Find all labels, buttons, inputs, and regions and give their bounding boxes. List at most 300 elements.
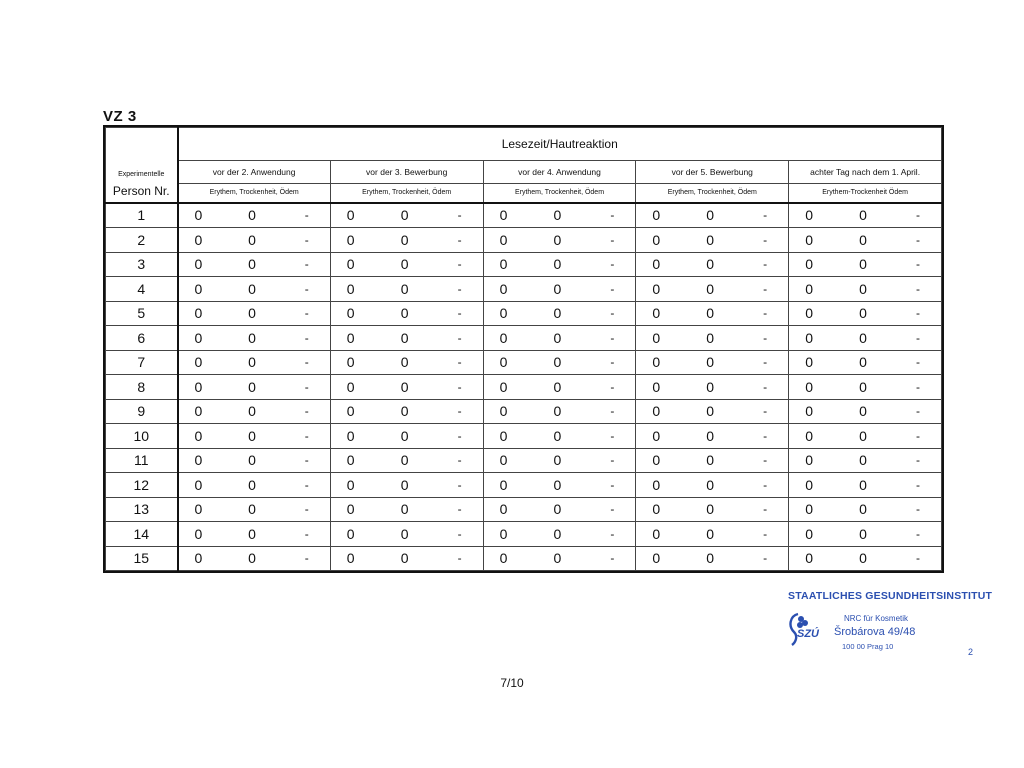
oedem-value: -	[304, 453, 309, 468]
trockenheit-value: 0	[400, 525, 409, 542]
reaction-cell	[330, 448, 483, 472]
trockenheit-value: 0	[400, 305, 409, 322]
reaction-cell	[178, 326, 331, 350]
table-row	[106, 375, 942, 399]
reaction-cell	[330, 301, 483, 325]
reaction-cell	[483, 301, 636, 325]
erythem-value: 0	[499, 305, 508, 322]
erythem-value: 0	[652, 329, 661, 346]
oedem-value: -	[457, 257, 462, 272]
erythem-value: 0	[194, 329, 203, 346]
oedem-value: -	[610, 306, 615, 321]
reaction-cell	[330, 228, 483, 252]
oedem-value: -	[763, 232, 768, 247]
oedem-value: -	[763, 330, 768, 345]
trockenheit-value: 0	[859, 452, 867, 469]
erythem-value: 0	[805, 305, 813, 322]
trockenheit-value: 0	[400, 207, 409, 224]
group-subheader-5: Erythem-Trockenheit Ödem	[789, 184, 942, 203]
erythem-value: 0	[346, 525, 355, 542]
reaction-cell	[483, 399, 636, 423]
oedem-value: -	[610, 428, 615, 443]
reaction-cell	[636, 497, 789, 521]
reaction-cell	[483, 203, 636, 228]
oedem-value: -	[457, 355, 462, 370]
reaction-cell	[330, 522, 483, 546]
table-row	[106, 277, 942, 301]
trockenheit-value: 0	[400, 378, 409, 395]
erythem-value: 0	[805, 403, 813, 420]
erythem-value: 0	[346, 427, 355, 444]
oedem-value: -	[457, 453, 462, 468]
oedem-value: -	[916, 379, 920, 394]
trockenheit-value: 0	[400, 452, 409, 469]
table-row	[106, 424, 942, 448]
oedem-value: -	[610, 281, 615, 296]
erythem-value: 0	[652, 280, 661, 297]
erythem-value: 0	[805, 329, 813, 346]
oedem-value: -	[610, 526, 615, 541]
group-subheader-4: Erythem, Trockenheit, Ödem	[636, 184, 789, 203]
erythem-value: 0	[805, 354, 813, 371]
trockenheit-value: 0	[553, 378, 562, 395]
reaction-cell	[789, 522, 942, 546]
reaction-cell	[330, 399, 483, 423]
szu-logo-icon	[784, 610, 830, 646]
trockenheit-value: 0	[553, 231, 562, 248]
trockenheit-value: 0	[248, 354, 256, 371]
oedem-value: -	[304, 232, 309, 247]
page-number: 7/10	[500, 676, 524, 690]
trockenheit-value: 0	[706, 280, 715, 297]
oedem-value: -	[610, 208, 615, 223]
stamp-nrc: NRC für Kosmetik	[844, 614, 909, 623]
erythem-value: 0	[805, 378, 813, 395]
reaction-cell	[178, 252, 331, 276]
reaction-cell	[330, 473, 483, 497]
oedem-value: -	[457, 526, 462, 541]
oedem-value: -	[457, 306, 462, 321]
oedem-value: -	[763, 428, 768, 443]
oedem-value: -	[916, 232, 920, 247]
oedem-value: -	[304, 551, 309, 566]
reaction-cell	[636, 546, 789, 571]
oedem-value: -	[610, 453, 615, 468]
oedem-value: -	[457, 428, 462, 443]
trockenheit-value: 0	[248, 280, 256, 297]
table-row	[106, 326, 942, 350]
trockenheit-value: 0	[553, 207, 562, 224]
reaction-cell	[178, 375, 331, 399]
erythem-value: 0	[194, 378, 203, 395]
trockenheit-value: 0	[859, 550, 867, 567]
erythem-value: 0	[499, 329, 508, 346]
trockenheit-value: 0	[400, 280, 409, 297]
trockenheit-value: 0	[859, 256, 867, 273]
oedem-value: -	[304, 502, 309, 517]
erythem-value: 0	[499, 378, 508, 395]
table-row	[106, 350, 942, 374]
oedem-value: -	[610, 502, 615, 517]
trockenheit-value: 0	[859, 231, 867, 248]
reaction-cell	[789, 252, 942, 276]
erythem-value: 0	[346, 550, 355, 567]
erythem-value: 0	[499, 427, 508, 444]
reaction-cell	[483, 473, 636, 497]
oedem-value: -	[916, 257, 920, 272]
erythem-value: 0	[194, 256, 203, 273]
reaction-cell	[330, 350, 483, 374]
erythem-value: 0	[805, 427, 813, 444]
erythem-value: 0	[652, 403, 661, 420]
svg-text:SZÚ: SZÚ	[797, 628, 819, 640]
person-number: 13	[106, 497, 178, 521]
reaction-cell	[330, 497, 483, 521]
trockenheit-value: 0	[553, 354, 562, 371]
oedem-value: -	[610, 355, 615, 370]
reaction-cell	[483, 277, 636, 301]
oedem-value: -	[916, 330, 920, 345]
oedem-value: -	[304, 281, 309, 296]
reaction-cell	[789, 301, 942, 325]
reaction-cell	[178, 277, 331, 301]
person-number: 1	[106, 203, 178, 228]
oedem-value: -	[457, 404, 462, 419]
trockenheit-value: 0	[859, 378, 867, 395]
oedem-value: -	[304, 379, 309, 394]
trockenheit-value: 0	[553, 329, 562, 346]
group-header-2: vor der 3. Bewerbung	[330, 161, 483, 184]
oedem-value: -	[916, 281, 920, 296]
erythem-value: 0	[652, 501, 661, 518]
erythem-value: 0	[652, 476, 661, 493]
trockenheit-value: 0	[400, 403, 409, 420]
table-row	[106, 473, 942, 497]
reaction-table	[105, 127, 942, 571]
erythem-value: 0	[346, 280, 355, 297]
group-subheader-3: Erythem, Trockenheit, Ödem	[483, 184, 636, 203]
oedem-value: -	[457, 281, 462, 296]
person-number: 15	[106, 546, 178, 571]
reaction-cell	[178, 497, 331, 521]
erythem-value: 0	[652, 525, 661, 542]
trockenheit-value: 0	[553, 452, 562, 469]
reaction-cell	[636, 448, 789, 472]
erythem-value: 0	[194, 280, 203, 297]
trockenheit-value: 0	[706, 403, 715, 420]
group-header-row	[106, 161, 942, 184]
trockenheit-value: 0	[859, 476, 867, 493]
trockenheit-value: 0	[248, 256, 256, 273]
trockenheit-value: 0	[248, 329, 256, 346]
person-number: 4	[106, 277, 178, 301]
oedem-value: -	[763, 306, 768, 321]
trockenheit-value: 0	[400, 354, 409, 371]
person-number: 8	[106, 375, 178, 399]
reaction-cell	[330, 424, 483, 448]
reaction-cell	[789, 399, 942, 423]
trockenheit-value: 0	[400, 476, 409, 493]
oedem-value: -	[457, 232, 462, 247]
oedem-value: -	[916, 355, 920, 370]
reaction-cell	[178, 399, 331, 423]
erythem-value: 0	[346, 403, 355, 420]
reaction-cell	[636, 399, 789, 423]
trockenheit-value: 0	[553, 476, 562, 493]
reaction-cell	[483, 375, 636, 399]
trockenheit-value: 0	[859, 280, 867, 297]
erythem-value: 0	[346, 476, 355, 493]
reaction-cell	[483, 326, 636, 350]
reaction-cell	[178, 203, 331, 228]
erythem-value: 0	[499, 452, 508, 469]
erythem-value: 0	[652, 550, 661, 567]
erythem-value: 0	[805, 501, 813, 518]
erythem-value: 0	[652, 354, 661, 371]
person-header-small: Experimentelle	[118, 170, 165, 178]
table-row	[106, 546, 942, 571]
person-number: 7	[106, 350, 178, 374]
table-row	[106, 399, 942, 423]
reaction-cell	[178, 228, 331, 252]
oedem-value: -	[916, 551, 920, 566]
reaction-cell	[178, 301, 331, 325]
reaction-cell	[330, 252, 483, 276]
reaction-cell	[636, 375, 789, 399]
table-row	[106, 497, 942, 521]
reaction-cell	[483, 424, 636, 448]
trockenheit-value: 0	[400, 501, 409, 518]
person-header-label: Person Nr.	[112, 183, 170, 198]
group-header-1: vor der 2. Anwendung	[178, 161, 331, 184]
oedem-value: -	[763, 257, 768, 272]
erythem-value: 0	[499, 550, 508, 567]
erythem-value: 0	[194, 305, 203, 322]
table-row	[106, 522, 942, 546]
oedem-value: -	[610, 379, 615, 394]
oedem-value: -	[916, 306, 920, 321]
erythem-value: 0	[652, 452, 661, 469]
trockenheit-value: 0	[706, 501, 715, 518]
erythem-value: 0	[194, 525, 203, 542]
oedem-value: -	[763, 355, 768, 370]
trockenheit-value: 0	[248, 231, 256, 248]
trockenheit-value: 0	[248, 501, 256, 518]
institute-stamp	[784, 588, 993, 658]
trockenheit-value: 0	[859, 501, 867, 518]
erythem-value: 0	[652, 207, 661, 224]
erythem-value: 0	[499, 354, 508, 371]
trockenheit-value: 0	[859, 427, 867, 444]
erythem-value: 0	[499, 207, 508, 224]
erythem-value: 0	[194, 207, 203, 224]
trockenheit-value: 0	[400, 427, 409, 444]
trockenheit-value: 0	[859, 305, 867, 322]
trockenheit-value: 0	[248, 403, 256, 420]
main-header: Lesezeit/Hautreaktion	[178, 128, 942, 161]
oedem-value: -	[610, 330, 615, 345]
oedem-value: -	[610, 477, 615, 492]
oedem-value: -	[304, 257, 309, 272]
erythem-value: 0	[346, 501, 355, 518]
erythem-value: 0	[346, 207, 355, 224]
erythem-value: 0	[805, 280, 813, 297]
trockenheit-value: 0	[706, 550, 715, 567]
trockenheit-value: 0	[248, 476, 256, 493]
trockenheit-value: 0	[553, 525, 562, 542]
erythem-value: 0	[499, 403, 508, 420]
margin-mark: 2	[968, 647, 974, 657]
person-number: 3	[106, 252, 178, 276]
oedem-value: -	[916, 453, 920, 468]
reaction-cell	[483, 497, 636, 521]
reaction-cell	[789, 448, 942, 472]
oedem-value: -	[916, 404, 920, 419]
reaction-cell	[483, 448, 636, 472]
table-row	[106, 252, 942, 276]
oedem-value: -	[457, 477, 462, 492]
reaction-cell	[789, 350, 942, 374]
erythem-value: 0	[499, 501, 508, 518]
oedem-value: -	[304, 306, 309, 321]
oedem-value: -	[763, 551, 768, 566]
erythem-value: 0	[652, 305, 661, 322]
trockenheit-value: 0	[248, 525, 256, 542]
reaction-cell	[789, 375, 942, 399]
erythem-value: 0	[194, 231, 203, 248]
erythem-value: 0	[194, 501, 203, 518]
oedem-value: -	[304, 208, 309, 223]
erythem-value: 0	[805, 452, 813, 469]
table-row	[106, 228, 942, 252]
reaction-cell	[330, 277, 483, 301]
reaction-cell	[483, 252, 636, 276]
reaction-cell	[636, 473, 789, 497]
erythem-value: 0	[805, 476, 813, 493]
erythem-value: 0	[499, 231, 508, 248]
erythem-value: 0	[346, 256, 355, 273]
reaction-cell	[483, 522, 636, 546]
trockenheit-value: 0	[859, 525, 867, 542]
reaction-cell	[330, 375, 483, 399]
erythem-value: 0	[805, 207, 813, 224]
erythem-value: 0	[346, 329, 355, 346]
erythem-value: 0	[499, 476, 508, 493]
trockenheit-value: 0	[553, 550, 562, 567]
trockenheit-value: 0	[706, 305, 715, 322]
erythem-value: 0	[499, 525, 508, 542]
reaction-cell	[789, 326, 942, 350]
oedem-value: -	[763, 477, 768, 492]
reaction-cell	[636, 203, 789, 228]
trockenheit-value: 0	[859, 354, 867, 371]
person-column-header	[106, 128, 178, 203]
erythem-value: 0	[499, 256, 508, 273]
trockenheit-value: 0	[248, 427, 256, 444]
oedem-value: -	[610, 404, 615, 419]
reaction-cell	[789, 203, 942, 228]
erythem-value: 0	[194, 427, 203, 444]
reaction-cell	[483, 350, 636, 374]
person-number: 5	[106, 301, 178, 325]
oedem-value: -	[304, 404, 309, 419]
trockenheit-value: 0	[248, 207, 256, 224]
reaction-cell	[636, 277, 789, 301]
trockenheit-value: 0	[553, 427, 562, 444]
oedem-value: -	[916, 208, 920, 223]
person-number: 10	[106, 424, 178, 448]
oedem-value: -	[304, 526, 309, 541]
stamp-title: STAATLICHES GESUNDHEITSINSTITUT	[788, 590, 993, 602]
reaction-cell	[636, 252, 789, 276]
oedem-value: -	[763, 502, 768, 517]
oedem-value: -	[763, 281, 768, 296]
trockenheit-value: 0	[553, 256, 562, 273]
reaction-cell	[330, 203, 483, 228]
trockenheit-value: 0	[248, 305, 256, 322]
trockenheit-value: 0	[859, 329, 867, 346]
group-header-3: vor der 4. Anwendung	[483, 161, 636, 184]
table-row	[106, 203, 942, 228]
reaction-cell	[636, 326, 789, 350]
reaction-cell	[636, 424, 789, 448]
erythem-value: 0	[346, 378, 355, 395]
reaction-cell	[789, 277, 942, 301]
trockenheit-value: 0	[400, 550, 409, 567]
erythem-value: 0	[346, 305, 355, 322]
table-row	[106, 448, 942, 472]
trockenheit-value: 0	[706, 329, 715, 346]
trockenheit-value: 0	[706, 427, 715, 444]
erythem-value: 0	[194, 550, 203, 567]
reaction-cell	[789, 473, 942, 497]
reaction-table-container	[103, 125, 944, 573]
group-subheader-1: Erythem, Trockenheit, Ödem	[178, 184, 331, 203]
stamp-city: 100 00 Prag 10	[842, 642, 894, 651]
erythem-value: 0	[652, 231, 661, 248]
reaction-cell	[178, 448, 331, 472]
erythem-value: 0	[194, 403, 203, 420]
trockenheit-value: 0	[553, 501, 562, 518]
reaction-cell	[789, 546, 942, 571]
erythem-value: 0	[346, 231, 355, 248]
reaction-cell	[178, 350, 331, 374]
erythem-value: 0	[805, 256, 813, 273]
oedem-value: -	[457, 208, 462, 223]
trockenheit-value: 0	[706, 256, 715, 273]
erythem-value: 0	[194, 452, 203, 469]
reaction-cell	[330, 326, 483, 350]
oedem-value: -	[610, 551, 615, 566]
erythem-value: 0	[652, 427, 661, 444]
trockenheit-value: 0	[706, 231, 715, 248]
trockenheit-value: 0	[553, 403, 562, 420]
oedem-value: -	[763, 526, 768, 541]
erythem-value: 0	[346, 452, 355, 469]
reaction-cell	[636, 228, 789, 252]
group-subheader-2: Erythem, Trockenheit, Ödem	[330, 184, 483, 203]
reaction-cell	[789, 424, 942, 448]
oedem-value: -	[916, 477, 920, 492]
person-number: 11	[106, 448, 178, 472]
oedem-value: -	[610, 257, 615, 272]
oedem-value: -	[763, 404, 768, 419]
subheader-row	[106, 184, 942, 203]
erythem-value: 0	[499, 280, 508, 297]
reaction-cell	[178, 546, 331, 571]
oedem-value: -	[610, 232, 615, 247]
erythem-value: 0	[805, 231, 813, 248]
